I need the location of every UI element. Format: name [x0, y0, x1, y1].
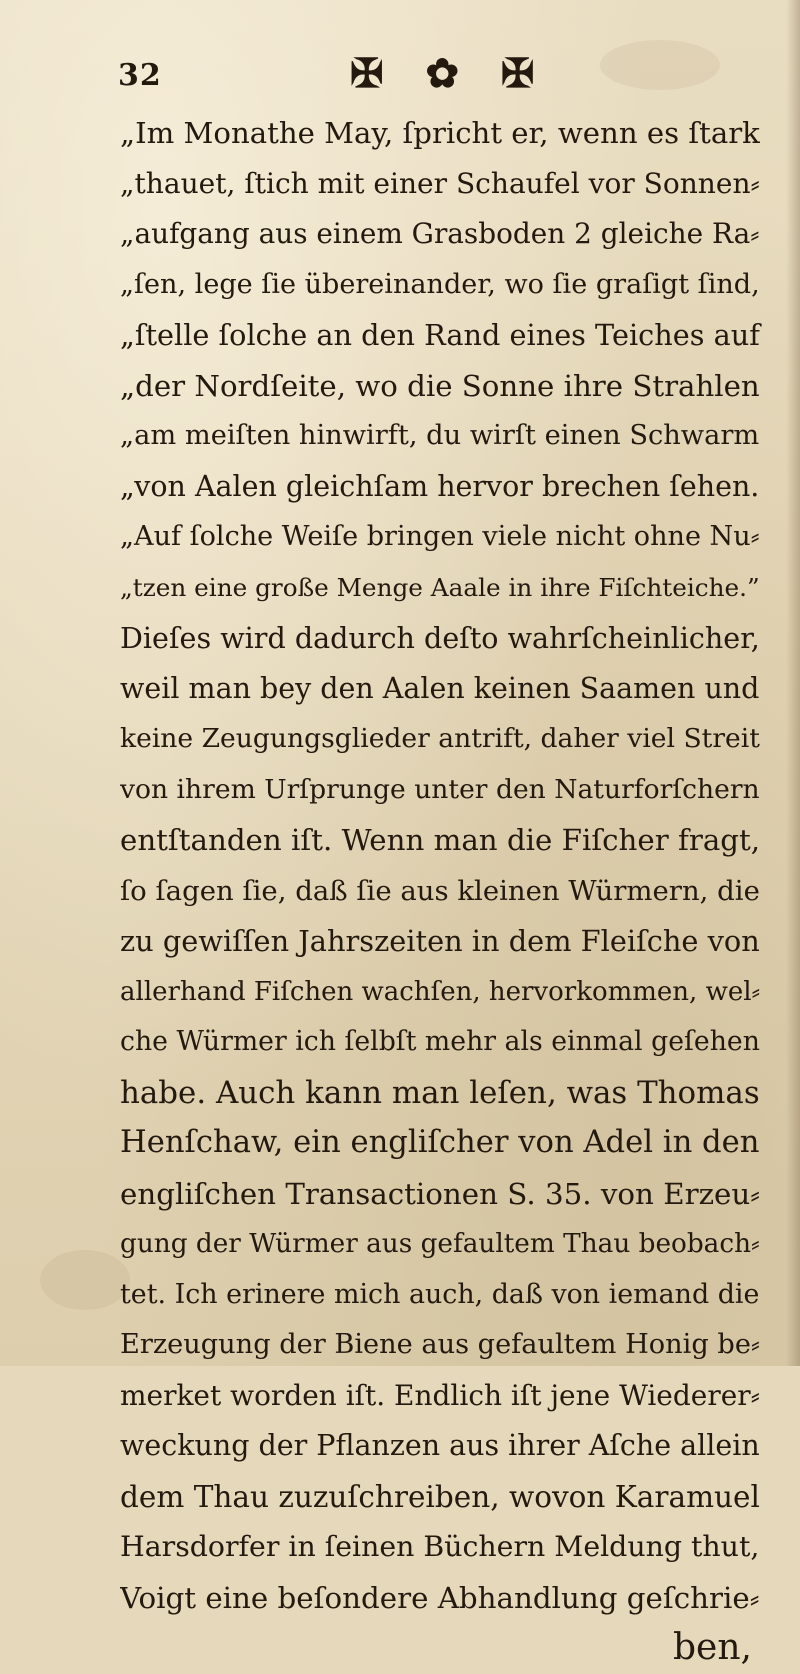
header-ornament: ✠ ✿ ✠ — [350, 50, 549, 97]
page-number: 32 — [118, 58, 162, 93]
text-line: Dieſes wird dadurch deſto wahrſcheinlicher, — [120, 621, 760, 655]
text-line: entſtanden iſt. Wenn man die Fiſcher fragt, — [120, 823, 761, 857]
text-line: weckung der Pflanzen aus ihrer Aſche allein — [120, 1429, 760, 1462]
text-line: „am meiſten hinwirft, du wirſt einen Schwarm — [120, 420, 760, 451]
text-line: zu gewiſſen Jahrszeiten in dem Fleiſche von — [120, 924, 760, 958]
text-line: „von Aalen gleichſam hervor brechen ſehen. — [120, 469, 760, 503]
text-line: Harsdorfer in ſeinen Büchern Meldung thut, — [120, 1530, 760, 1563]
text-line: Henſchaw, ein engliſcher von Adel in den — [120, 1125, 760, 1160]
text-line: Voigt eine beſondere Abhandlung geſchrie⸗ — [120, 1580, 760, 1615]
text-line: „der Nordſeite, wo die Sonne ihre Strahlen — [120, 368, 760, 403]
text-line: merket worden iſt. Endlich iſt jene Wiederer⸗ — [120, 1378, 760, 1412]
page-edge-shadow — [786, 0, 800, 1366]
text-line: gung der Würmer aus gefaultem Thau beobach⸗ — [120, 1229, 760, 1259]
text-line: weil man bey den Aalen keinen Saamen und — [120, 671, 760, 705]
text-line: „thauet, ſtich mit einer Schaufel vor Sonnen⸗ — [120, 166, 760, 200]
text-line: engliſchen Transactionen S. 35. von Erzeu⸗ — [120, 1176, 761, 1211]
text-line: „ſen, lege ſie übereinander, wo ſie graſigt ſind, — [120, 268, 760, 300]
text-line-catchword: ben, — [673, 1627, 752, 1668]
text-line: von ihrem Urſprunge unter den Naturforſchern — [120, 773, 760, 805]
body-text — [120, 108, 780, 1674]
text-line: „Auf ſolche Weiſe bringen viele nicht ohne Nu⸗ — [120, 521, 760, 552]
text-line: ſo ſagen ſie, daß ſie aus kleinen Würmern, die — [120, 874, 760, 907]
text-line: „tzen eine große Menge Aaale in ihre Fiſchteiche.” — [120, 572, 760, 602]
paper-stain — [40, 1250, 130, 1310]
text-line: habe. Auch kann man leſen, was Thomas — [120, 1074, 760, 1111]
text-line: keine Zeugungsglieder antrift, daher viel Streit — [120, 723, 760, 754]
text-line: dem Thau zuzuſchreiben, wovon Karamuel — [120, 1479, 760, 1514]
text-line: Erzeugung der Biene aus gefaultem Honig be⸗ — [120, 1329, 760, 1360]
text-line: che Würmer ich ſelbſt mehr als einmal geſehen — [120, 1026, 760, 1057]
text-line: „ſtelle ſolche an den Rand eines Teiches auf — [120, 318, 760, 352]
text-line: „Im Monathe May, ſpricht er, wenn es ſtark — [120, 116, 760, 150]
page-header — [118, 50, 678, 100]
text-line: tet. Ich erinere mich auch, daß von iemand die — [120, 1278, 760, 1310]
text-line: „aufgang aus einem Grasboden 2 gleiche Ra⸗ — [120, 217, 760, 250]
text-line: allerhand Fiſchen wachſen, hervorkommen, wel⸗ — [120, 976, 761, 1007]
